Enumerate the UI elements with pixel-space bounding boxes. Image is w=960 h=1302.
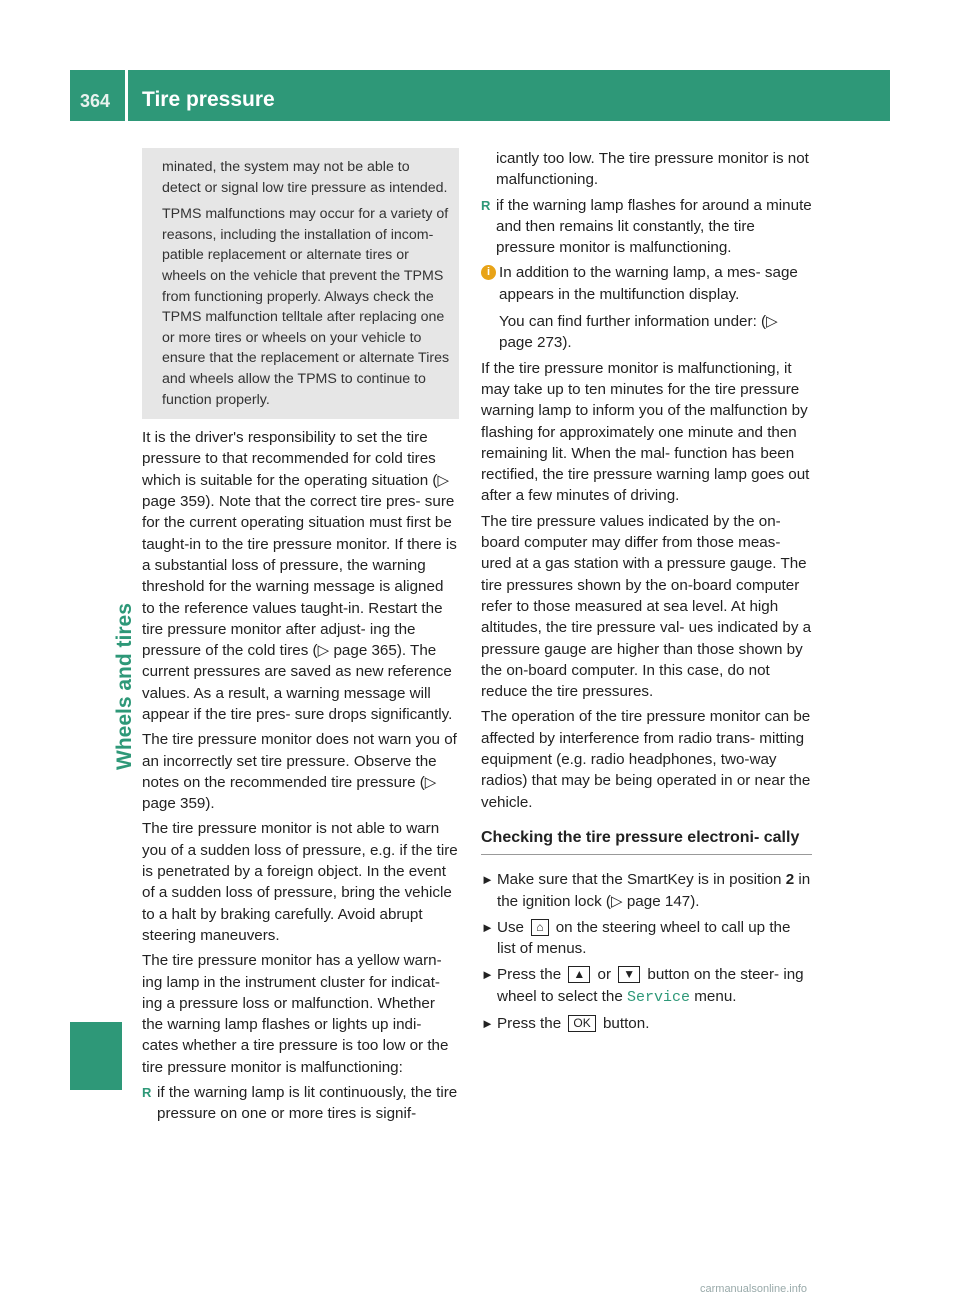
- steps-list: [481, 869, 812, 1034]
- service-menu-label: Service: [627, 988, 691, 1006]
- info-icon: i: [481, 265, 496, 280]
- info-text-1: In addition to the warning lamp, a mes- sage appears in the multifunction display.: [499, 264, 798, 303]
- paragraph-warning-lamp: The tire pressure monitor has a yellow warn- ing lamp in the instrument cluster for indicat- ing a pressure loss or malfunction. Whether the warning lamp flashes or lights up indi- cates whether a tire pressure is too low or the tire pressure monitor is malfunctioning:: [142, 952, 449, 1076]
- watermark-logo: carmanualsonline.info: [700, 1283, 808, 1295]
- bullet-text: if the warning lamp flashes for around a minute and then remains lit constantly, the tire pressure monitor is malfunctioning.: [496, 196, 812, 257]
- bullet-marker-icon: R: [481, 197, 491, 213]
- bullet-continuation: [481, 148, 812, 191]
- step-arrow-icon: ►: [481, 872, 494, 888]
- right-column: [481, 148, 812, 1039]
- page-number: 364: [80, 91, 111, 111]
- bullet-text: if the warning lamp is lit continuously, the tire pressure on one or more tires is signif-: [157, 1084, 458, 1123]
- info-note: [481, 262, 812, 353]
- info-text-2: You can find further information under: (▷ page 273).: [499, 313, 778, 352]
- warning-box: [142, 148, 459, 419]
- position-number: 2: [785, 871, 795, 889]
- paragraph-driver-responsibility: It is the driver's responsibility to set the tire pressure to that recommended for cold tires which is suitable for the operating situation (▷ page 359). Note that the correct tire pres- sure for the current operating situation must first be taught-in to the tire pressure monitor. If there is a substantial loss of pressure, the warning threshold for the warning message is aligned to the reference values taught-in. Restart the tire pressure monitor after adjust- ing the pressure of the cold tires (▷ page 365). The current pressures are saved as new reference values. As a result, a warning message will appear if the tire pres- sure drops significantly.: [142, 429, 457, 723]
- section-tab-marker: [70, 1022, 122, 1090]
- step-press-ok: [481, 1013, 812, 1034]
- step-text: Make sure that the SmartKey is in position: [497, 871, 782, 889]
- bullet-flashes: [481, 195, 812, 259]
- left-column: [142, 148, 459, 1129]
- step-arrow-icon: ►: [481, 919, 494, 935]
- step-text: or: [597, 966, 612, 984]
- page-title: Tire pressure: [142, 88, 275, 111]
- section-heading: Checking the tire pressure electroni- cally: [481, 827, 812, 855]
- paragraph-interference: The operation of the tire pressure monitor can be affected by interference from radio trans- mitting equipment (e.g. radio headphones, two-way radios) that may be being operated in or near the vehicle.: [481, 708, 811, 811]
- step-text: button.: [602, 1014, 650, 1032]
- step-select-service: [481, 964, 812, 1008]
- paragraph-no-warn-incorrect: The tire pressure monitor does not warn you of an incorrectly set tire pressure. Observe the notes on the recommended tire pressure (▷ page 359).: [142, 731, 457, 813]
- step-text: Press the: [497, 966, 562, 984]
- step-text: button on the steer- ing wheel to select the: [497, 966, 804, 1005]
- step-smartkey: [481, 869, 812, 912]
- paragraph-malfunction-delay: If the tire pressure monitor is malfunctioning, it may take up to ten minutes for the tire pressure warning lamp to inform you of the malfunction by flashing for approximately one minute and then remaining lit. When the mal- function has been rectified, the tire pressure warning lamp goes out after a few minutes of driving.: [481, 359, 810, 505]
- header-divider: [125, 70, 128, 121]
- up-key-icon: ▲: [568, 966, 590, 983]
- step-text: Press the: [497, 1014, 562, 1032]
- step-text: menu.: [694, 987, 737, 1005]
- step-home-button: [481, 917, 812, 960]
- home-key-icon: ⌂: [531, 919, 548, 936]
- bullet-lit-continuously: [142, 1082, 459, 1125]
- ok-key-icon: OK: [568, 1015, 595, 1032]
- bullet-text: icantly too low. The tire pressure monitor is not malfunctioning.: [496, 150, 809, 189]
- step-arrow-icon: ►: [481, 1015, 494, 1031]
- section-side-label: Wheels and tires: [113, 603, 136, 770]
- step-text: on the steering wheel to call up the list of menus.: [497, 918, 791, 958]
- bullet-marker-icon: R: [142, 1085, 152, 1101]
- paragraph-pressure-values: The tire pressure values indicated by the on- board computer may differ from those meas- ured at a gas station with a pressure gauge. The tire pressures shown by the on-board computer refer to those measured at sea level. At high altitudes, the tire pressure val- ues indicated by a pressure gauge are higher than those shown by the on-board computer. In this case, do not reduce the tire pressures.: [481, 512, 812, 701]
- paragraph-sudden-loss: The tire pressure monitor is not able to warn you of a sudden loss of pressure, e.g. if the tire is penetrated by a foreign object. In the event of a sudden loss of pressure, bring the vehicle to a halt by braking carefully. Avoid abrupt steering maneuvers.: [142, 820, 458, 944]
- step-arrow-icon: ►: [481, 967, 494, 983]
- warning-text-1: minated, the system may not be able to detect or signal low tire pressure as intended.: [162, 159, 448, 196]
- down-key-icon: ▼: [618, 966, 640, 983]
- step-text: Use: [497, 918, 525, 936]
- warning-text-2: TPMS malfunctions may occur for a variety of reasons, including the installation of incom- patible replacement or alternate tires or wheels on the vehicle that prevent the TPMS from functioning properly. Always check the TPMS malfunction telltale after replacing one or more tires or wheels on your vehicle to ensure that the replacement or alternate Tires and wheels allow the TPMS to continue to function properly.: [162, 206, 450, 408]
- step-text: in the ignition lock (▷ page 147).: [497, 871, 811, 910]
